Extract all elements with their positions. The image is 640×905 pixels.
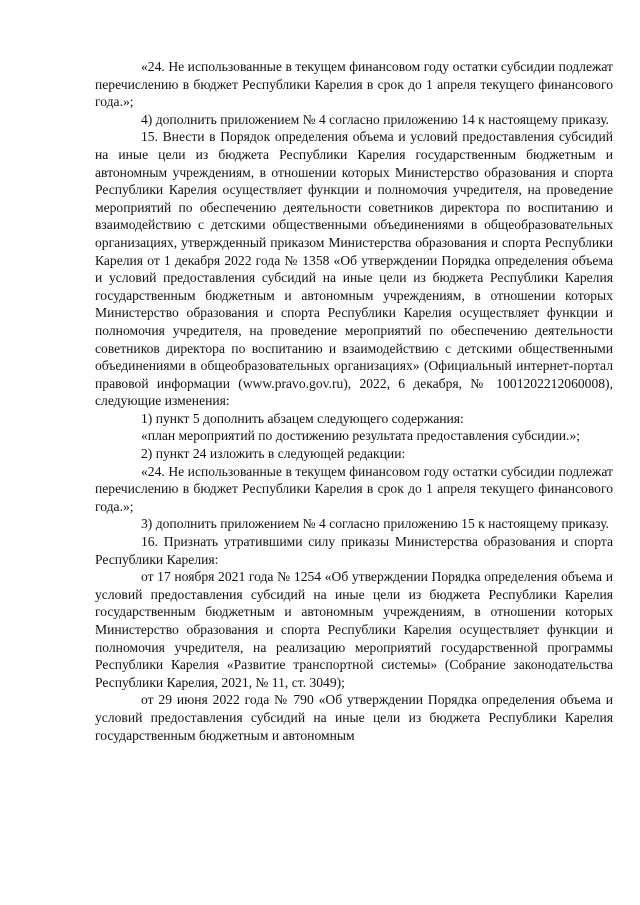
paragraph-clause-15: 15. Внести в Порядок определения объема и условий предоставления субсидий на иные цели из бюджета Республики Карелия государственным бюджетным и автономным учреждениям, в отношении которых Министерство образования и спорта Республики Карелия осуществляет функции и полномочия учредителя, на проведение мероприятий по обеспечению деятельности советников директора по воспитанию и взаимодействию с детскими общественными объединениями в общеобразовательных организациях, утвержденный приказом Министерства образования и спорта Республики Карелия от 1 декабря 2022 года № 1358 «Об утверждении Порядка определения объема и условий предоставления субсидий на иные цели из бюджета Республики Карелия государственным бюджетным и автономным учреждениям, в отношении которых Министерство образования и спорта Республики Карелия осуществляет функции и полномочия учредителя, на проведение мероприятий по обеспечению деятельности советников директора по воспитанию и взаимодействию с детскими общественными объединениями в общеобразовательных организациях» (Официальный интернет-портал правовой информации (www.pravo.gov.ru), 2022, 6 декабря, № 1001202212060008), следующие изменения: — [95, 129, 613, 409]
paragraph-order-790: от 29 июня 2022 года № 790 «Об утверждении Порядка определения объема и условий предоставления субсидий на иные цели из бюджета Республики Карелия государственным бюджетным и автономным — [95, 692, 613, 743]
paragraph-clause-24-second: «24. Не использованные в текущем финансовом году остатки субсидии подлежат перечислению в бюджет Республики Карелия в срок до 1 апреля текущего финансового года.»; — [95, 463, 613, 514]
paragraph-clause-16: 16. Признать утратившими силу приказы Министерства образования и спорта Республики Карелия: — [95, 534, 613, 567]
document-body — [95, 58, 613, 744]
paragraph-item-2: 2) пункт 24 изложить в следующей редакции: — [141, 446, 406, 462]
paragraph-item-3-annex-15: 3) дополнить приложением № 4 согласно приложению 15 к настоящему приказу. — [141, 516, 610, 532]
paragraph-order-1254: от 17 ноября 2021 года № 1254 «Об утверждении Порядка определения объема и условий предоставления субсидий на иные цели из бюджета Республики Карелия государственным бюджетным и автономным учреждениям, в отношении которых Министерство образования и спорта Республики Карелия осуществляет функции и полномочия учредителя, на реализацию мероприятий государственной программы Республики Карелия «Развитие транспортной системы» (Собрание законодательства Республики Карелия, 2021, № 11, ст. 3049); — [95, 569, 613, 690]
paragraph-item-4-annex-14: 4) дополнить приложением № 4 согласно приложению 14 к настоящему приказу. — [141, 111, 610, 127]
paragraph-clause-24-first: «24. Не использованные в текущем финансовом году остатки субсидии подлежат перечислению в бюджет Республики Карелия в срок до 1 апреля текущего финансового года.»; — [95, 59, 613, 110]
paragraph-plan-of-measures: «план мероприятий по достижению результата предоставления субсидии.»; — [141, 428, 581, 444]
paragraph-item-1: 1) пункт 5 дополнить абзацем следующего содержания: — [141, 410, 464, 426]
